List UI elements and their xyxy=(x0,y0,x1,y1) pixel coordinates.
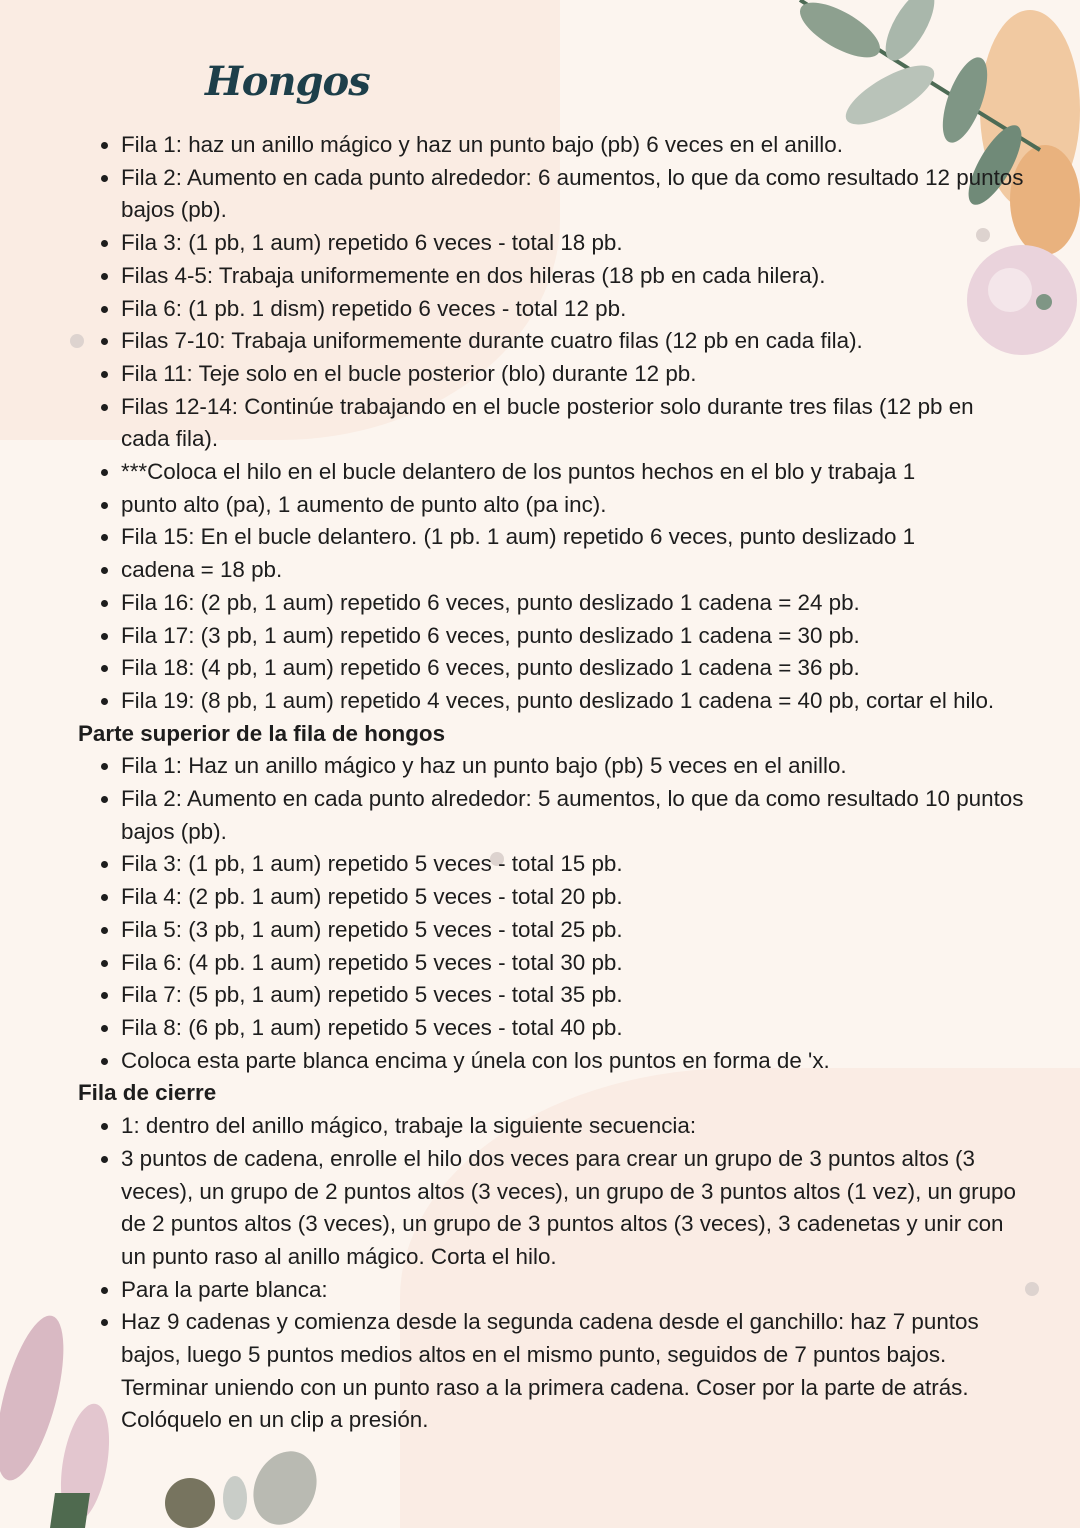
list-item: Fila 6: (1 pb. 1 dism) repetido 6 veces - total 12 pb. xyxy=(121,293,1028,326)
pattern-instructions xyxy=(78,129,1028,1437)
list-item: Fila 1: Haz un anillo mágico y haz un punto bajo (pb) 5 veces en el anillo. xyxy=(121,750,1028,783)
section-heading: Parte superior de la fila de hongos xyxy=(78,720,446,746)
list-item: Fila 2: Aumento en cada punto alrededor: 5 aumentos, lo que da como resultado 10 puntos bajos (pb). xyxy=(121,783,1028,848)
list-item: Fila 2: Aumento en cada punto alrededor: 6 aumentos, lo que da como resultado 12 puntos bajos (pb). xyxy=(121,162,1028,227)
list-item: 3 puntos de cadena, enrolle el hilo dos veces para crear un grupo de 3 puntos altos (3 veces), un grupo de 2 puntos altos (3 veces), un grupo de 3 puntos altos (1 vez), un grupo de 2 puntos altos (3 veces), un grupo de 3 puntos altos (3 veces), 3 cadenetas y unir con un punto raso al anillo mágico. Corta el hilo. xyxy=(121,1143,1028,1274)
list-item: Fila 1: haz un anillo mágico y haz un punto bajo (pb) 6 veces en el anillo. xyxy=(121,129,1028,162)
list-item: ***Coloca el hilo en el bucle delantero de los puntos hechos en el blo y trabaja 1 xyxy=(121,456,1028,489)
list-item: Fila 4: (2 pb. 1 aum) repetido 5 veces - total 20 pb. xyxy=(121,881,1028,914)
list-item: Fila 15: En el bucle delantero. (1 pb. 1 aum) repetido 6 veces, punto deslizado 1 xyxy=(121,521,1028,554)
list-item: Fila 5: (3 pb, 1 aum) repetido 5 veces - total 25 pb. xyxy=(121,914,1028,947)
list-item: 1: dentro del anillo mágico, trabaje la siguiente secuencia: xyxy=(121,1110,1028,1143)
instruction-list xyxy=(78,129,1028,718)
list-item: Haz 9 cadenas y comienza desde la segunda cadena desde el ganchillo: haz 7 puntos bajos, luego 5 puntos medios altos en el mismo punto, seguidos de 7 puntos bajos. Terminar uniendo con un punto raso a la primera cadena. Coser por la parte de atrás. Colóquelo en un clip a presión. xyxy=(121,1306,1028,1437)
list-item: Para la parte blanca: xyxy=(121,1274,1028,1307)
page-title: Hongos xyxy=(205,58,370,105)
list-item: Fila 11: Teje solo en el bucle posterior (blo) durante 12 pb. xyxy=(121,358,1028,391)
list-item: Fila 8: (6 pb, 1 aum) repetido 5 veces - total 40 pb. xyxy=(121,1012,1028,1045)
section-heading: Fila de cierre xyxy=(78,1080,217,1106)
list-item: Fila 3: (1 pb, 1 aum) repetido 6 veces - total 18 pb. xyxy=(121,227,1028,260)
list-item: Fila 3: (1 pb, 1 aum) repetido 5 veces - total 15 pb. xyxy=(121,848,1028,881)
instruction-list xyxy=(78,750,1028,1077)
list-item: Fila 6: (4 pb. 1 aum) repetido 5 veces - total 30 pb. xyxy=(121,947,1028,980)
list-item: Fila 17: (3 pb, 1 aum) repetido 6 veces, punto deslizado 1 cadena = 30 pb. xyxy=(121,620,1028,653)
list-item: Filas 7-10: Trabaja uniformemente durante cuatro filas (12 pb en cada fila). xyxy=(121,325,1028,358)
list-item: Fila 16: (2 pb, 1 aum) repetido 6 veces, punto deslizado 1 cadena = 24 pb. xyxy=(121,587,1028,620)
list-item: cadena = 18 pb. xyxy=(121,554,1028,587)
list-item: Coloca esta parte blanca encima y únela con los puntos en forma de 'x. xyxy=(121,1045,1028,1078)
list-item: Filas 4-5: Trabaja uniformemente en dos hileras (18 pb en cada hilera). xyxy=(121,260,1028,293)
list-item: punto alto (pa), 1 aumento de punto alto (pa inc). xyxy=(121,489,1028,522)
instruction-list xyxy=(78,1110,1028,1437)
list-item: Fila 19: (8 pb, 1 aum) repetido 4 veces, punto deslizado 1 cadena = 40 pb, cortar el hilo. xyxy=(121,685,1028,718)
section-parte-superior xyxy=(78,718,1028,1078)
list-item: Fila 7: (5 pb, 1 aum) repetido 5 veces - total 35 pb. xyxy=(121,979,1028,1012)
section-hongos xyxy=(78,129,1028,718)
list-item: Fila 18: (4 pb, 1 aum) repetido 6 veces, punto deslizado 1 cadena = 36 pb. xyxy=(121,652,1028,685)
section-fila-de-cierre xyxy=(78,1077,1028,1437)
list-item: Filas 12-14: Continúe trabajando en el bucle posterior solo durante tres filas (12 pb en cada fila). xyxy=(121,391,1028,456)
